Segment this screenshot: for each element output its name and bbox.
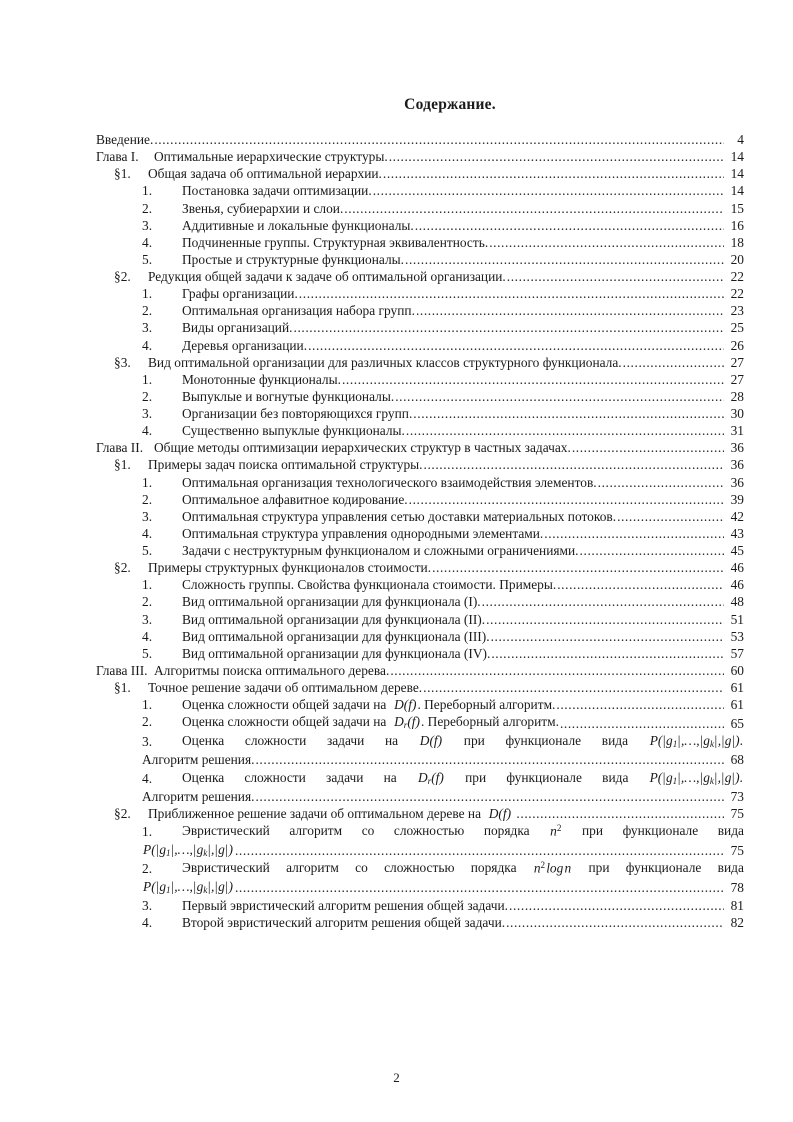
toc-entry[interactable]	[96, 664, 744, 678]
toc-leader-dots	[235, 882, 724, 895]
math-P-g: $P(|g_1|,\dots,|g_k|,|g|)$.	[649, 732, 743, 749]
toc-leader-dots	[491, 647, 724, 660]
toc-entry-number: Глава III.	[96, 662, 148, 678]
toc-leader-dots	[255, 791, 724, 804]
toc-entry-line-1	[142, 771, 744, 786]
toc-entry-label	[142, 219, 414, 233]
toc-entry-text: Оценка сложности общей задачи на D(f). Переборный алгоритм.	[182, 697, 556, 713]
toc-entry[interactable]	[96, 493, 744, 507]
toc-entry-text: Звенья, субиерархии и слои.	[182, 200, 344, 216]
toc-page-number: 81	[730, 897, 744, 913]
toc-leader-dots	[416, 305, 724, 318]
toc-page-number: 14	[730, 166, 744, 182]
toc-page-number: 45	[730, 543, 744, 558]
toc-leader-dots	[299, 288, 724, 301]
toc-entry-number: Глава II.	[96, 440, 144, 456]
toc-page-number: 73	[730, 788, 744, 804]
toc-leader-dots	[406, 425, 724, 438]
toc-entry-number: 1.	[142, 577, 153, 593]
toc-leader-dots	[383, 168, 724, 181]
toc-page-number: 82	[730, 914, 744, 930]
toc-entry-number: 4.	[142, 771, 153, 787]
toc-entry-number: §2.	[114, 560, 131, 576]
toc-entry-text: Подчиненные группы. Структурная эквивалентность.	[182, 234, 489, 250]
toc-entry-label	[142, 339, 307, 353]
toc-entry[interactable]	[96, 476, 744, 490]
toc-entry-text: Существенно выпуклые функционалы.	[182, 423, 405, 439]
toc-entry-label	[96, 133, 153, 147]
toc-entry-text: Виды организаций.	[182, 320, 293, 336]
toc-entry-text: Графы организации.	[182, 286, 298, 302]
toc-entry-label	[142, 698, 555, 712]
toc-page-number: 15	[730, 200, 744, 216]
toc-entry-line-2	[142, 753, 744, 767]
toc-entry[interactable]	[96, 133, 744, 147]
toc-leader-dots	[506, 916, 724, 929]
toc-leader-dots	[389, 151, 724, 164]
toc-entry-number: 3.	[142, 217, 153, 233]
toc-entry-number: 2.	[142, 388, 153, 404]
toc-entry[interactable]	[96, 150, 744, 164]
toc-entry[interactable]	[96, 202, 744, 216]
toc-page-number: 23	[730, 303, 744, 319]
toc-leader-dots	[423, 682, 724, 695]
toc-page-number: 16	[730, 217, 744, 233]
toc-entry-number: 3.	[142, 508, 153, 524]
math-P-g: $P(|g_1|,\dots,|g_k|,|g|)$	[143, 878, 233, 895]
page-title: Содержание.	[404, 96, 496, 113]
toc-page-number: 78	[730, 880, 744, 896]
toc-page-number: 22	[730, 286, 744, 302]
toc-entry-number: §2.	[114, 269, 131, 284]
toc-entry-label	[142, 390, 394, 404]
toc-leader-dots	[617, 510, 724, 523]
toc-leader-dots	[342, 373, 724, 386]
toc-entry-label	[114, 270, 506, 284]
toc-entry-label	[114, 681, 422, 695]
toc-entry-label	[142, 613, 485, 627]
toc-entry-text: Оценка сложности общей задачи на $D_r(f)$. Переборный алгоритм.	[182, 714, 559, 731]
toc-entry-number: 2.	[142, 200, 153, 216]
toc-entry-number: 1.	[142, 371, 153, 387]
toc-entry-number: 3.	[142, 611, 153, 627]
toc-entry[interactable]	[96, 527, 744, 541]
toc-entry-text: Монотонные функционалы.	[182, 371, 341, 387]
toc-entry-number: §3.	[114, 354, 131, 370]
toc-entry-text: Вид оптимальной организации для функционала (IV).	[182, 645, 491, 661]
toc-entry[interactable]	[96, 304, 744, 318]
toc-entry-label	[142, 407, 412, 421]
toc-entry-label	[96, 441, 571, 455]
toc-entry-continuation: Алгоритм решения.	[142, 788, 255, 804]
toc-page-number: 43	[730, 525, 744, 541]
toc-page-number: 4	[737, 132, 744, 147]
toc-leader-dots	[405, 253, 724, 266]
toc-entry-text: Эвристический алгоритм со сложностью порядка $n^2$ при функционале вида	[182, 823, 744, 839]
toc-entry[interactable]	[96, 807, 744, 821]
toc-entry-number: 1.	[142, 823, 153, 839]
toc-page-number: 46	[730, 560, 744, 576]
toc-page-number: 65	[730, 715, 744, 731]
toc-page-number: 51	[730, 611, 744, 627]
toc-entry-number: 4.	[142, 423, 153, 439]
toc-entry-number: §1.	[114, 457, 131, 473]
toc-entry-text: Постановка задачи оптимизации.	[182, 183, 372, 199]
toc-entry-line-1	[142, 861, 744, 875]
toc-entry-text: Простые и структурные функционалы.	[182, 251, 405, 267]
toc-entry-number: §2.	[114, 806, 131, 822]
toc-page-number: 14	[730, 183, 744, 199]
toc-entry-text: Оценка сложности задачи на D(f) при функционале вида $P(|g_1|,\dots,|g_k|,|g|)$.	[182, 732, 743, 749]
math-n-squared-log-n: $n^2$ log n	[533, 860, 572, 876]
toc-entry-number: 3.	[142, 320, 153, 336]
toc-entry-text: Вид оптимальной организации для функционала (III).	[182, 628, 490, 644]
toc-entry-label	[142, 253, 404, 267]
toc-list	[96, 133, 744, 678]
toc-leader-dots	[623, 356, 724, 369]
math-D-f: D(f)	[419, 732, 443, 748]
toc-entry[interactable]	[96, 458, 744, 472]
math-D-f: D(f)	[394, 697, 417, 713]
toc-entry-text: Эвристический алгоритм со сложностью порядка $n^2$ log n при функционале вида	[182, 860, 744, 876]
toc-page-number: 36	[730, 440, 744, 456]
toc-leader-dots	[154, 134, 724, 147]
toc-entry-text: Аддитивные и локальные функционалы.	[182, 217, 414, 233]
toc-entry-text: Приближенное решение задачи об оптимальном дереве на D(f)	[148, 806, 515, 822]
toc-page-number: 48	[730, 594, 744, 610]
toc-entry-label	[142, 184, 372, 198]
toc-leader-dots	[482, 596, 724, 609]
toc-entry-number: 4.	[142, 525, 153, 541]
toc-leader-dots	[580, 545, 724, 558]
toc-entry[interactable]	[96, 441, 744, 455]
toc-page-number: 27	[730, 354, 744, 370]
toc-entry[interactable]	[96, 544, 744, 558]
toc-entry[interactable]	[96, 595, 744, 609]
toc-entry-label	[114, 356, 622, 370]
toc-entry-label	[96, 150, 388, 164]
toc-page-number: 60	[730, 662, 744, 678]
toc-entry[interactable]	[96, 167, 744, 181]
toc-entry[interactable]	[96, 578, 744, 592]
toc-entry-text: Вид оптимальной организации для различных классов структурного функционала.	[148, 354, 622, 370]
toc-entry-label	[142, 510, 616, 524]
toc-entry-number: 4.	[142, 914, 153, 930]
toc-leader-dots	[308, 339, 724, 352]
toc-entry-text: Оптимальное алфавитное кодирование.	[182, 491, 408, 507]
toc-page-number: 14	[730, 149, 744, 165]
toc-leader-dots	[491, 630, 724, 643]
toc-page-number: 31	[730, 423, 744, 439]
toc-entry[interactable]	[96, 681, 744, 695]
toc-entry-label	[142, 527, 543, 541]
toc-entry-text: Деревья организации.	[182, 337, 308, 353]
toc-entry-text: Второй эвристический алгоритм решения общей задачи.	[182, 914, 506, 930]
toc-entry-number: 3.	[142, 406, 153, 421]
toc-leader-dots	[572, 442, 724, 455]
toc-entry-number: 1.	[142, 286, 153, 302]
toc-entry-label	[114, 458, 423, 472]
toc-page-number: 18	[730, 234, 744, 250]
toc-entry-text: Редукция общей задачи к задаче об оптимальной организации.	[148, 269, 506, 284]
toc-entry[interactable]	[96, 630, 744, 644]
toc-entry-label	[142, 287, 298, 301]
toc-entry[interactable]	[96, 339, 744, 353]
toc-entry[interactable]	[96, 510, 744, 524]
toc-entry-number: 3.	[142, 897, 153, 913]
toc-entry-label	[142, 304, 415, 318]
toc-entry-label	[142, 544, 579, 558]
toc-entry-label	[142, 202, 343, 216]
toc-entry-label	[142, 321, 293, 335]
toc-entry-text: Алгоритмы поиска оптимального дерева.	[154, 662, 390, 678]
toc-entry[interactable]	[96, 253, 744, 267]
toc-entry-label	[142, 595, 481, 609]
toc-entry-label	[142, 578, 556, 592]
toc-entry-number: §1.	[114, 680, 131, 695]
toc-page-number: 22	[730, 269, 744, 284]
toc-leader-dots	[516, 808, 724, 821]
toc-leader-dots	[424, 459, 725, 472]
toc-entry[interactable]	[96, 647, 744, 661]
toc-page-number: 75	[730, 806, 744, 822]
toc-page-number: 20	[730, 251, 744, 267]
toc-entry-number: 4.	[142, 337, 153, 353]
toc-page-number: 27	[730, 371, 744, 387]
toc-entry-number: 1.	[142, 474, 153, 490]
toc-entry[interactable]	[96, 561, 744, 575]
toc-entry-number: 5.	[142, 251, 153, 267]
toc-entry-line-1	[142, 734, 744, 749]
toc-leader-dots	[432, 562, 724, 575]
toc-entry[interactable]	[96, 715, 744, 730]
toc-entry-line-2	[142, 880, 744, 895]
toc-leader-dots	[557, 579, 724, 592]
toc-entry-label	[142, 424, 405, 438]
toc-entry-label	[142, 236, 488, 250]
toc-entry-continuation: Алгоритм решения.	[142, 752, 255, 768]
toc-entry[interactable]	[96, 698, 744, 712]
toc-entry-text: Оптимальная структура управления однородными элементами.	[182, 525, 544, 541]
toc-leader-dots	[294, 322, 725, 335]
toc-leader-dots	[486, 613, 724, 626]
toc-leader-dots	[507, 271, 724, 284]
toc-entry[interactable]	[96, 356, 744, 370]
toc-entry-label	[142, 715, 559, 730]
toc-entry-label	[142, 899, 508, 913]
toc-entry-number: 4.	[142, 234, 153, 250]
toc-entry-number: 1.	[142, 183, 153, 199]
toc-entry-number: 2.	[142, 860, 153, 876]
toc-page-number: 26	[730, 337, 744, 353]
toc-page-number: 68	[730, 752, 744, 768]
math-P-g: $P(|g_1|,\dots,|g_k|,|g|)$.	[649, 769, 743, 786]
toc-entry-line-2	[142, 843, 744, 858]
toc-page-number: 75	[730, 843, 744, 859]
toc-entry-text: Вид оптимальной организации для функционала (I).	[182, 594, 481, 610]
toc-entry-text: Вид оптимальной организации для функционала (II).	[182, 611, 486, 627]
math-n-squared: $n^2$	[550, 823, 562, 839]
toc-entry-number: §1.	[114, 166, 131, 182]
page-footer: 2	[393, 1070, 400, 1085]
toc-entry[interactable]	[96, 916, 744, 930]
toc-page-number: 42	[730, 508, 744, 524]
toc-entry[interactable]	[96, 219, 744, 233]
toc-entry-label	[96, 664, 389, 678]
toc-page-number: 57	[730, 645, 744, 661]
toc-leader-dots	[544, 527, 724, 540]
toc-entry-line-2	[142, 790, 744, 804]
toc-page-number: 61	[730, 680, 744, 695]
toc-entry-label	[114, 807, 515, 821]
toc-entry[interactable]	[96, 824, 744, 858]
toc-entry-label	[114, 561, 431, 575]
toc-leader-dots	[598, 476, 724, 489]
toc-entry-text: Примеры структурных функционалов стоимости.	[148, 560, 432, 576]
toc-entry-text: Оптимальная организация технологического взаимодействия элементов.	[182, 474, 597, 490]
toc-entry-line-1	[142, 824, 744, 838]
toc-entry[interactable]	[96, 861, 744, 895]
toc-entry[interactable]	[96, 373, 744, 387]
toc-entry-text: Оптимальные иерархические структуры.	[154, 149, 388, 165]
toc-page-number: 39	[730, 491, 744, 507]
toc-entry-number: 1.	[142, 697, 153, 713]
toc-entry-label	[114, 167, 382, 181]
toc-entry-label	[142, 647, 490, 661]
toc-leader-dots	[395, 390, 724, 403]
toc-entry[interactable]	[96, 236, 744, 250]
toc-entry-text: Сложность группы. Свойства функционала стоимости. Примеры.	[182, 577, 557, 593]
toc-entry[interactable]	[96, 407, 744, 421]
toc-entry-number: 4.	[142, 628, 153, 644]
math-Dr-f: $D_r(f)$	[417, 769, 444, 786]
toc-entry-label	[142, 373, 341, 387]
toc-leader-dots	[560, 717, 724, 730]
toc-entry[interactable]	[96, 270, 744, 284]
toc-entry-number: 3.	[142, 734, 153, 750]
toc-entry-number: 2.	[142, 594, 153, 610]
toc-page-number: 28	[730, 388, 744, 404]
toc-page-number: 53	[730, 628, 744, 644]
toc-entry-label	[142, 916, 505, 930]
toc-entry-text: Оптимальная организация набора групп.	[182, 303, 415, 319]
toc-entry[interactable]	[96, 771, 744, 804]
toc-page-number: 36	[730, 457, 744, 473]
toc-entry-text: Примеры задач поиска оптимальной структуры.	[148, 457, 423, 473]
toc-page-number: 30	[730, 406, 744, 421]
toc-entry-text: Оптимальная структура управления сетью доставки материальных потоков.	[182, 508, 617, 524]
toc-entry-text: Выпуклые и вогнутые функционалы.	[182, 388, 395, 404]
toc-entry[interactable]	[96, 424, 744, 438]
toc-leader-dots	[390, 664, 724, 677]
toc-entry[interactable]	[96, 899, 744, 913]
toc-entry-text: Задачи с неструктурным функционалом и сложными ограничениями.	[182, 543, 579, 558]
toc-page-number: 61	[730, 697, 744, 713]
toc-entry[interactable]	[96, 734, 744, 767]
toc-entry-text: Общие методы оптимизации иерархических структур в частных задачах.	[154, 440, 571, 456]
toc-entry[interactable]	[96, 390, 744, 404]
toc-leader-dots	[409, 493, 724, 506]
toc-leader-dots	[509, 899, 724, 912]
toc-entry-text: Точное решение задачи об оптимальном дереве.	[148, 680, 423, 695]
toc-page-number: 25	[730, 320, 744, 336]
toc-entry[interactable]	[96, 613, 744, 627]
math-D-f: D(f)	[488, 806, 515, 822]
toc-leader-dots	[255, 754, 724, 767]
toc-entry-text: Введение.	[96, 132, 154, 147]
toc-leader-dots	[235, 845, 724, 858]
toc-entry-text: Организации без повторяющихся групп.	[182, 406, 413, 421]
toc-entry-number: 2.	[142, 491, 153, 507]
toc-leader-dots	[489, 236, 724, 249]
toc-entry-text: Оценка сложности задачи на $D_r(f)$ при функционале вида $P(|g_1|,\dots,|g_k|,|g|)$.	[182, 769, 743, 786]
toc-leader-dots	[373, 185, 724, 198]
toc-entry[interactable]	[96, 321, 744, 335]
toc-entry-label	[142, 493, 408, 507]
toc-entry-text: Общая задача об оптимальной иерархии.	[148, 166, 382, 182]
toc-entry-number: 2.	[142, 714, 153, 730]
toc-leader-dots	[556, 699, 724, 712]
toc-entry-number: Глава I.	[96, 149, 139, 165]
toc-entry[interactable]	[96, 287, 744, 301]
toc-leader-dots	[413, 408, 724, 421]
toc-content	[96, 96, 744, 933]
math-P-g: $P(|g_1|,\dots,|g_k|,|g|)$	[143, 841, 233, 858]
math-Dr-f: $D_r(f)$	[394, 714, 420, 731]
toc-entry[interactable]	[96, 184, 744, 198]
toc-entry-label	[142, 630, 490, 644]
toc-entry-text: Первый эвристический алгоритм решения общей задачи.	[182, 897, 509, 913]
toc-leader-dots	[415, 219, 724, 232]
toc-leader-dots	[344, 202, 724, 215]
toc-page-number: 46	[730, 577, 744, 593]
toc-entry-number: 5.	[142, 543, 153, 558]
toc-entry-label	[142, 476, 597, 490]
toc-entry-number: 2.	[142, 303, 153, 319]
toc-page-number: 36	[730, 474, 744, 490]
toc-entry-number: 5.	[142, 645, 153, 661]
